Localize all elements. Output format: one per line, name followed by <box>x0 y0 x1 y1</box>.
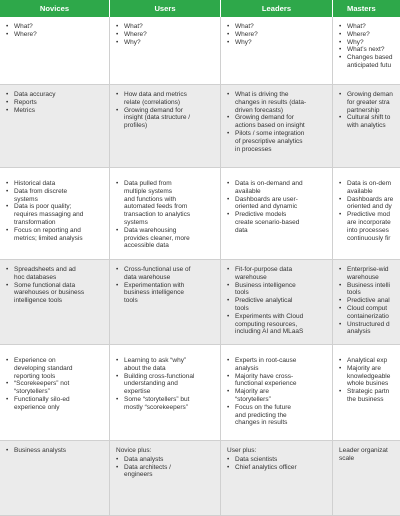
cell-novices-row-1 <box>0 17 110 85</box>
cell-novices-row-2 <box>0 85 110 168</box>
bullet-list <box>6 180 107 242</box>
list-item: • Data pulled from multiple systems and functions with automated feeds from transaction to analytics systems <box>116 180 218 227</box>
list-item: • What? <box>339 23 398 31</box>
list-item: • Analytical exp <box>339 357 398 365</box>
bullet-list <box>227 180 330 235</box>
list-item: • Dashboards are oriented and dy <box>339 196 398 212</box>
cell-novices-row-5 <box>0 345 110 441</box>
bullet-list <box>339 91 398 130</box>
list-item: • Data accuracy <box>6 91 107 99</box>
bullet-list <box>116 91 218 130</box>
bullet-list <box>6 23 107 39</box>
bullet-list <box>6 266 107 305</box>
cell-masters-row-2 <box>333 85 400 168</box>
list-item: • Why? <box>227 39 330 47</box>
cell-users-row-2 <box>110 85 221 168</box>
header-masters: Masters <box>333 0 400 17</box>
list-item: • What is driving the changes in results (data- driven forecasts) <box>227 91 330 114</box>
cell-leaders-row-6 <box>221 441 333 516</box>
cell-users-row-3 <box>110 168 221 260</box>
cell-leaders-row-3 <box>221 168 333 260</box>
bullet-list <box>339 180 398 242</box>
list-item: • Data is on-demand and available <box>227 180 330 196</box>
list-item: • Cloud comput containerizatio <box>339 305 398 321</box>
list-item: • Majority have cross- functional experience <box>227 373 330 389</box>
cell-novices-row-6 <box>0 441 110 516</box>
bullet-list <box>116 23 218 46</box>
list-item: • Where? <box>116 31 218 39</box>
list-item: • Data is poor quality; requires massaging and transformation <box>6 203 107 226</box>
list-item: • Functionally silo-ed experience only <box>6 396 107 412</box>
header-novices: Novices <box>0 0 110 17</box>
list-item: • Some “storytellers” but mostly “scorekeepers” <box>116 396 218 412</box>
list-item: • Why? <box>116 39 218 47</box>
cell-intro: Novice plus: <box>116 447 152 454</box>
list-item: • Some functional data warehouses or business intelligence tools <box>6 282 107 305</box>
list-item: • What? <box>227 23 330 31</box>
bullet-list <box>227 91 330 153</box>
list-item: • Focus on the future and predicting the changes in results <box>227 404 330 427</box>
list-item: • Metrics <box>6 107 107 115</box>
cell-masters-row-1 <box>333 17 400 85</box>
list-item: • Growing demand for insight (data structure / profiles) <box>116 107 218 130</box>
cell-intro: User plus: <box>227 447 257 454</box>
cell-novices-row-3 <box>0 168 110 260</box>
list-item: • How data and metrics relate (correlations) <box>116 91 218 107</box>
list-item: • Data is on-dem available <box>339 180 398 196</box>
list-item: • “Scorekeepers” not “storytellers” <box>6 380 107 396</box>
list-item: • Cultural shift to with analytics <box>339 114 398 130</box>
list-item: • Spreadsheets and ad hoc databases <box>6 266 107 282</box>
cell-users-row-6 <box>110 441 221 516</box>
list-item: • Growing deman for greater stra partnership <box>339 91 398 114</box>
list-item: • Cross-functional use of data warehouse <box>116 266 218 282</box>
list-item: • Reports <box>6 99 107 107</box>
list-item: • Dashboards are user- oriented and dynamic <box>227 196 330 212</box>
list-item: • Majority are “storytellers” <box>227 388 330 404</box>
cell-masters-row-6 <box>333 441 400 516</box>
list-item: • Learning to ask “why” about the data <box>116 357 218 373</box>
bullet-list <box>227 357 330 427</box>
bullet-list <box>116 456 218 479</box>
bullet-list <box>339 23 398 70</box>
bullet-list <box>116 357 218 412</box>
list-item: • Data warehousing provides cleaner, more accessible data <box>116 227 218 250</box>
bullet-list <box>116 266 218 305</box>
bullet-list <box>227 266 330 336</box>
list-item: • Enterprise-wid warehouse <box>339 266 398 282</box>
list-item: • Business intelligence tools <box>227 282 330 298</box>
list-item: • Data scientists <box>227 456 330 464</box>
list-item: • Building cross-functional understanding and expertise <box>116 373 218 396</box>
list-item: • Unstructured d analysis <box>339 321 398 337</box>
list-item: • Focus on reporting and metrics; limited analysis <box>6 227 107 243</box>
list-item: • Predictive mod are incorporate into processes continuously fir <box>339 211 398 242</box>
cell-leaders-row-5 <box>221 345 333 441</box>
cell-intro: Leader organizat scale <box>339 447 388 462</box>
list-item: • What? <box>116 23 218 31</box>
list-item: • Experimentation with business intelligence tools <box>116 282 218 305</box>
cell-leaders-row-2 <box>221 85 333 168</box>
cell-users-row-1 <box>110 17 221 85</box>
list-item: • Where? <box>227 31 330 39</box>
list-item: • Where? <box>339 31 398 39</box>
list-item: • Data architects / engineers <box>116 464 218 480</box>
list-item: • Changes based anticipated futu <box>339 54 398 70</box>
cell-users-row-5 <box>110 345 221 441</box>
list-item: • Majority are knowledgeable whole busines <box>339 365 398 388</box>
list-item: • What? <box>6 23 107 31</box>
list-item: • Where? <box>6 31 107 39</box>
cell-leaders-row-1 <box>221 17 333 85</box>
bullet-list <box>6 91 107 114</box>
bullet-list <box>227 23 330 46</box>
list-item: • Business intelli tools <box>339 282 398 298</box>
header-leaders: Leaders <box>221 0 333 17</box>
bullet-list <box>339 357 398 404</box>
list-item: • What’s next? <box>339 46 398 54</box>
list-item: • Predictive analytical tools <box>227 297 330 313</box>
cell-masters-row-3 <box>333 168 400 260</box>
list-item: • Experts in root-cause analysis <box>227 357 330 373</box>
list-item: • Chief analytics officer <box>227 464 330 472</box>
cell-novices-row-4 <box>0 260 110 345</box>
list-item: • Fit-for-purpose data warehouse <box>227 266 330 282</box>
list-item: • Strategic partn the business <box>339 388 398 404</box>
bullet-list <box>6 357 107 412</box>
bullet-list <box>116 180 218 250</box>
list-item: • Historical data <box>6 180 107 188</box>
bullet-list <box>339 266 398 336</box>
list-item: • Experiments with Cloud computing resources, including AI and MLaaS <box>227 313 330 336</box>
header-users: Users <box>110 0 221 17</box>
list-item: • Growing demand for actions based on insight <box>227 114 330 130</box>
bullet-list <box>227 456 330 472</box>
list-item: • Data from discrete systems <box>6 188 107 204</box>
cell-users-row-4 <box>110 260 221 345</box>
list-item: • Business analysts <box>6 447 107 455</box>
bullet-list <box>6 447 107 455</box>
cell-masters-row-5 <box>333 345 400 441</box>
list-item: • Predictive models create scenario-based data <box>227 211 330 234</box>
list-item: • Data analysts <box>116 456 218 464</box>
list-item: • Pilots / some integration of prescriptive analytics in processes <box>227 130 330 153</box>
list-item: • Predictive anal <box>339 297 398 305</box>
cell-masters-row-4 <box>333 260 400 345</box>
list-item: • Why? <box>339 39 398 47</box>
cell-leaders-row-4 <box>221 260 333 345</box>
list-item: • Experience on developing standard reporting tools <box>6 357 107 380</box>
